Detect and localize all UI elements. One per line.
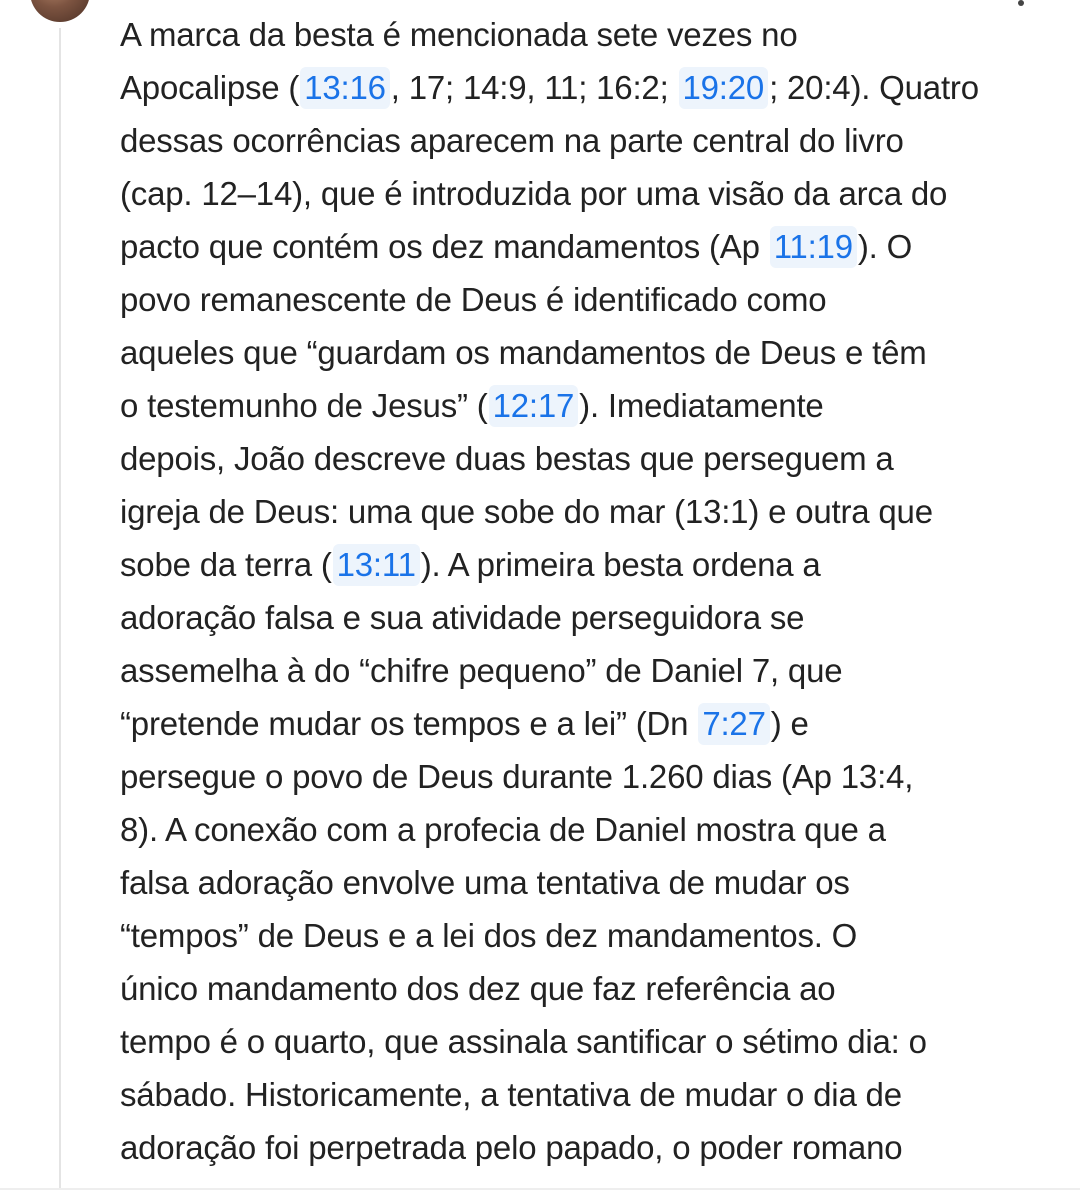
avatar[interactable] <box>30 0 90 22</box>
scripture-reference-link[interactable]: 12:17 <box>489 385 579 427</box>
text-segment: ). A primeira besta ordena a <box>420 546 821 583</box>
text-line <box>120 167 1020 220</box>
text-line <box>120 432 1020 485</box>
post-body-text <box>120 8 1020 1174</box>
text-line <box>120 61 1020 114</box>
text-segment: dessas ocorrências aparecem na parte central do livro <box>120 122 904 159</box>
text-segment: ). Imediatamente <box>579 387 824 424</box>
text-segment: aqueles que “guardam os mandamentos de Deus e têm <box>120 334 927 371</box>
scripture-reference-link[interactable]: 19:20 <box>679 67 769 109</box>
text-segment: ; 20:4). Quatro <box>769 69 979 106</box>
text-line <box>120 697 1020 750</box>
text-line <box>120 856 1020 909</box>
text-line <box>120 591 1020 644</box>
text-segment: ) e <box>770 705 809 742</box>
scripture-reference-link[interactable]: 7:27 <box>698 703 769 745</box>
text-line <box>120 803 1020 856</box>
text-segment: tempo é o quarto, que assinala santificar o sétimo dia: o <box>120 1023 927 1060</box>
text-segment: persegue o povo de Deus durante 1.260 dias (Ap 13:4, <box>120 758 914 795</box>
text-line <box>120 326 1020 379</box>
text-segment: adoração falsa e sua atividade perseguidora se <box>120 599 805 636</box>
scripture-reference-link[interactable]: 13:11 <box>333 544 420 586</box>
text-segment: “pretende mudar os tempos e a lei” (Dn <box>120 705 698 742</box>
text-segment: (cap. 12–14), que é introduzida por uma visão da arca do <box>120 175 948 212</box>
text-segment: A marca da besta é mencionada sete vezes no <box>120 16 798 53</box>
text-line <box>120 220 1020 273</box>
text-line <box>120 8 1020 61</box>
text-line <box>120 1015 1020 1068</box>
text-segment: igreja de Deus: uma que sobe do mar (13:1) e outra que <box>120 493 933 530</box>
text-segment: “tempos” de Deus e a lei dos dez mandamentos. O <box>120 917 858 954</box>
text-line <box>120 538 1020 591</box>
text-segment: povo remanescente de Deus é identificado como <box>120 281 827 318</box>
text-line <box>120 909 1020 962</box>
text-line <box>120 114 1020 167</box>
text-segment: ). O <box>857 228 913 265</box>
text-segment: depois, João descreve duas bestas que perseguem a <box>120 440 894 477</box>
thread-line <box>59 28 61 1190</box>
more-options-icon[interactable] <box>1018 0 1024 6</box>
text-segment: pacto que contém os dez mandamentos (Ap <box>120 228 769 265</box>
text-segment: 8). A conexão com a profecia de Daniel mostra que a <box>120 811 886 848</box>
text-segment: falsa adoração envolve uma tentativa de mudar os <box>120 864 850 901</box>
text-segment: sobe da terra ( <box>120 546 332 583</box>
scripture-reference-link[interactable]: 11:19 <box>770 226 857 268</box>
text-line <box>120 1121 1020 1174</box>
text-segment: Apocalipse ( <box>120 69 300 106</box>
text-segment: , 17; 14:9, 11; 16:2; <box>390 69 678 106</box>
text-segment: único mandamento dos dez que faz referência ao <box>120 970 836 1007</box>
text-segment: assemelha à do “chifre pequeno” de Daniel 7, que <box>120 652 843 689</box>
text-line <box>120 750 1020 803</box>
text-line <box>120 1068 1020 1121</box>
text-line <box>120 485 1020 538</box>
text-segment: sábado. Historicamente, a tentativa de mudar o dia de <box>120 1076 902 1113</box>
scripture-reference-link[interactable]: 13:16 <box>300 67 390 109</box>
text-segment: o testemunho de Jesus” ( <box>120 387 488 424</box>
text-line <box>120 379 1020 432</box>
text-segment: adoração foi perpetrada pelo papado, o poder romano <box>120 1129 903 1166</box>
text-line <box>120 962 1020 1015</box>
text-line <box>120 644 1020 697</box>
text-line <box>120 273 1020 326</box>
